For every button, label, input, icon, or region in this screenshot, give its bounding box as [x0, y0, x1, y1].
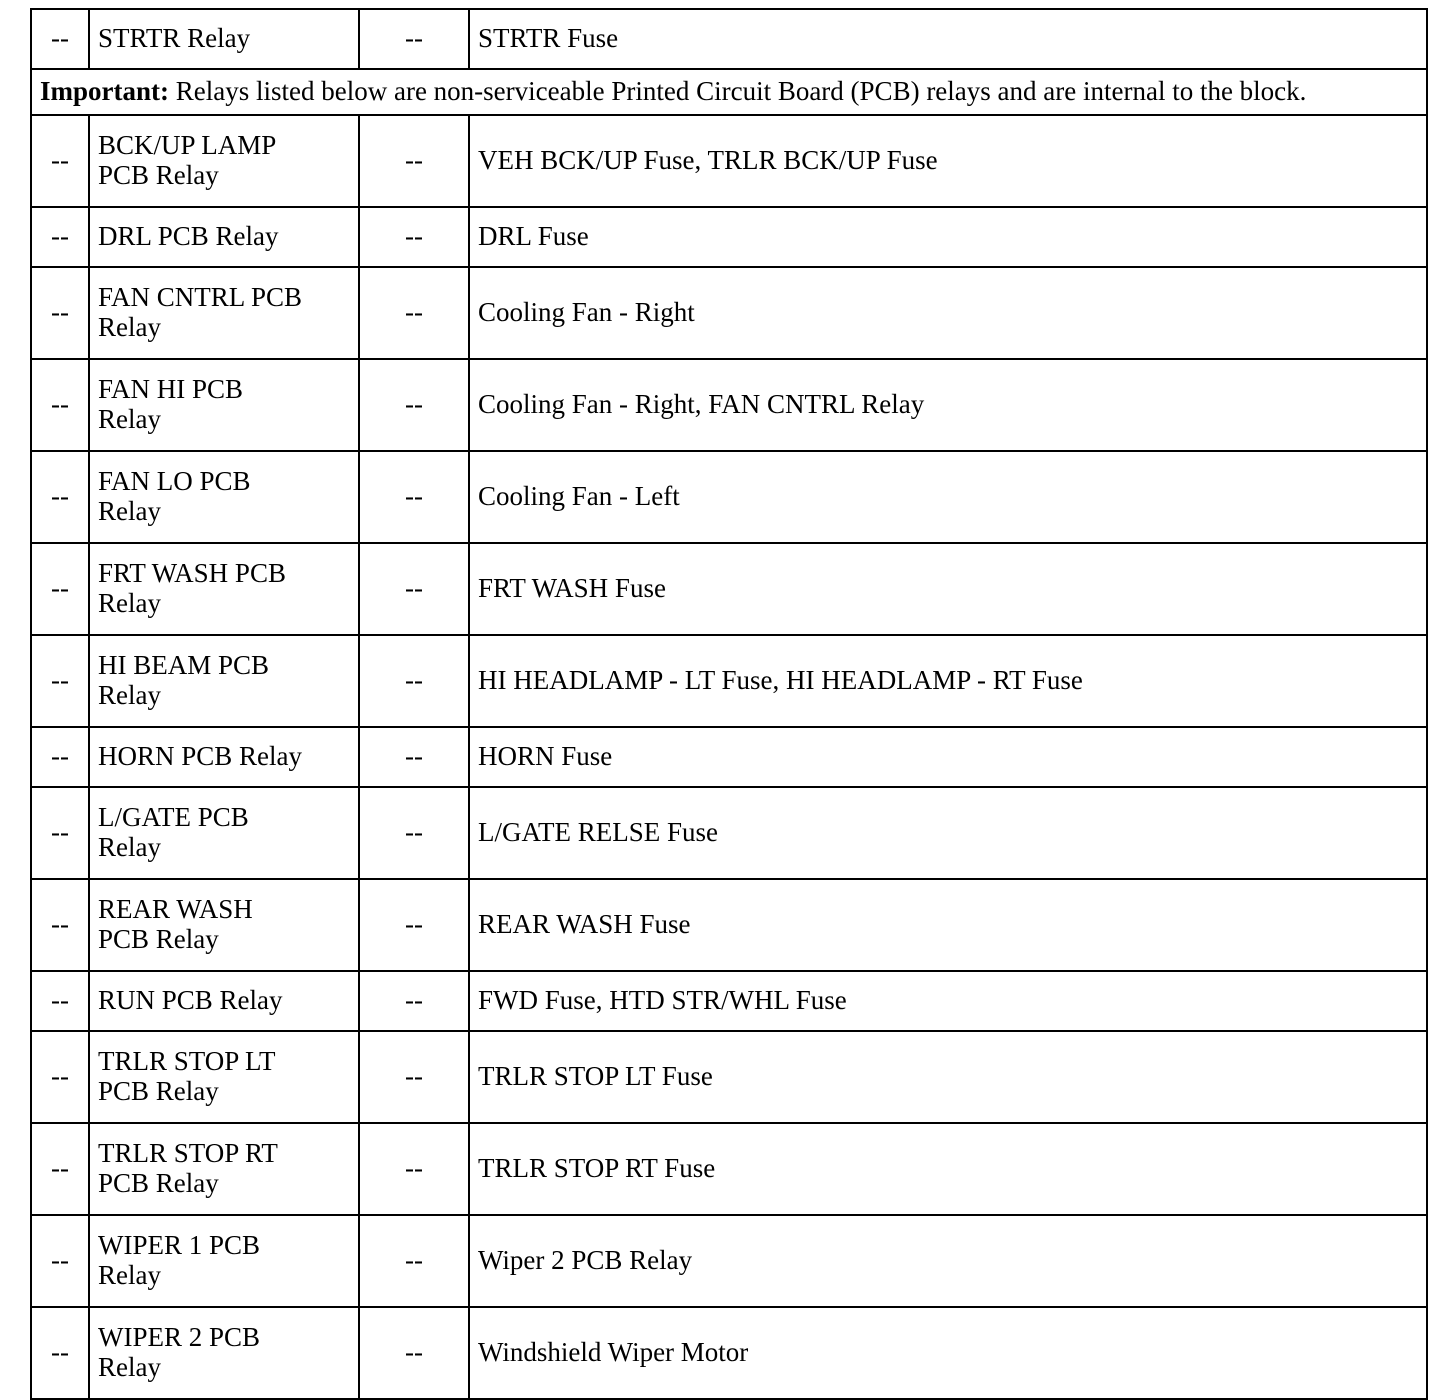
relay-fuse-table [30, 8, 1428, 1400]
table-row [31, 787, 1427, 879]
table-row [31, 727, 1427, 787]
relay-name-line2: Relay [98, 312, 161, 343]
relay-name-line1: WIPER 1 PCB [98, 1230, 261, 1260]
fuse-mark-cell: -- [359, 9, 469, 69]
relay-mark-cell: -- [31, 879, 89, 971]
fuse-name-cell: L/GATE RELSE Fuse [469, 787, 1427, 879]
relay-name-line2: Relay [98, 832, 161, 863]
relay-mark-cell: -- [31, 971, 89, 1031]
fuse-name-cell: HI HEADLAMP - LT Fuse, HI HEADLAMP - RT Fuse [469, 635, 1427, 727]
table-row [31, 207, 1427, 267]
relay-name-line1: FAN HI PCB [98, 374, 244, 404]
relay-mark-cell: -- [31, 727, 89, 787]
table-row [31, 1031, 1427, 1123]
relay-name-line1: L/GATE PCB [98, 802, 249, 832]
relay-mark-cell: -- [31, 543, 89, 635]
fuse-mark-cell: -- [359, 787, 469, 879]
table-row [31, 1215, 1427, 1307]
relay-name-cell: DRL PCB Relay [89, 207, 359, 267]
relay-name-line2: PCB Relay [98, 160, 219, 191]
relay-name-line2: PCB Relay [98, 1168, 219, 1199]
fuse-mark-cell: -- [359, 1215, 469, 1307]
fuse-name-cell: STRTR Fuse [469, 9, 1427, 69]
relay-mark-cell: -- [31, 267, 89, 359]
relay-mark-cell: -- [31, 115, 89, 207]
table-row [31, 115, 1427, 207]
relay-name-line2: Relay [98, 680, 161, 711]
relay-name-cell [89, 115, 359, 207]
fuse-mark-cell: -- [359, 1031, 469, 1123]
table-row [31, 267, 1427, 359]
relay-mark-cell: -- [31, 1031, 89, 1123]
relay-name-line1: TRLR STOP LT [98, 1046, 276, 1076]
fuse-mark-cell: -- [359, 879, 469, 971]
relay-name-cell: RUN PCB Relay [89, 971, 359, 1031]
fuse-mark-cell: -- [359, 451, 469, 543]
relay-name-cell [89, 787, 359, 879]
table-row [31, 543, 1427, 635]
table-row [31, 1123, 1427, 1215]
relay-name-line2: PCB Relay [98, 1076, 219, 1107]
relay-name-line1: TRLR STOP RT [98, 1138, 278, 1168]
table-row [31, 1307, 1427, 1399]
relay-name-line2: Relay [98, 404, 161, 435]
fuse-name-cell: TRLR STOP LT Fuse [469, 1031, 1427, 1123]
fuse-name-cell: Cooling Fan - Left [469, 451, 1427, 543]
important-text: Relays listed below are non-serviceable Printed Circuit Board (PCB) relays and are internal to the block. [175, 76, 1307, 106]
relay-name-line2: Relay [98, 496, 161, 527]
fuse-mark-cell: -- [359, 115, 469, 207]
fuse-name-cell: REAR WASH Fuse [469, 879, 1427, 971]
table-row [31, 9, 1427, 69]
relay-name-cell [89, 1307, 359, 1399]
relay-name-line1: FAN CNTRL PCB [98, 282, 303, 312]
fuse-mark-cell: -- [359, 1307, 469, 1399]
fuse-name-cell: FRT WASH Fuse [469, 543, 1427, 635]
fuse-mark-cell: -- [359, 1123, 469, 1215]
relay-name-line1: REAR WASH [98, 894, 253, 924]
fuse-mark-cell: -- [359, 359, 469, 451]
table-row [31, 635, 1427, 727]
relay-mark-cell: -- [31, 787, 89, 879]
relay-mark-cell: -- [31, 451, 89, 543]
fuse-mark-cell: -- [359, 267, 469, 359]
relay-mark-cell: -- [31, 1123, 89, 1215]
fuse-name-cell: Windshield Wiper Motor [469, 1307, 1427, 1399]
table-row [31, 971, 1427, 1031]
relay-name-cell [89, 635, 359, 727]
relay-name-line2: Relay [98, 588, 161, 619]
fuse-name-cell: DRL Fuse [469, 207, 1427, 267]
relay-name-line1: FRT WASH PCB [98, 558, 286, 588]
relay-name-cell [89, 1123, 359, 1215]
important-label: Important: [40, 76, 169, 106]
relay-name-cell [89, 879, 359, 971]
fuse-mark-cell: -- [359, 635, 469, 727]
fuse-mark-cell: -- [359, 207, 469, 267]
relay-name-line1: FAN LO PCB [98, 466, 251, 496]
relay-name-cell [89, 1031, 359, 1123]
fuse-name-cell: TRLR STOP RT Fuse [469, 1123, 1427, 1215]
fuse-name-cell: Cooling Fan - Right, FAN CNTRL Relay [469, 359, 1427, 451]
relay-name-cell: STRTR Relay [89, 9, 359, 69]
relay-name-line1: BCK/UP LAMP [98, 130, 277, 160]
relay-name-line2: Relay [98, 1260, 161, 1291]
relay-name-line1: HI BEAM PCB [98, 650, 270, 680]
important-note-cell [31, 69, 1427, 115]
relay-name-cell: HORN PCB Relay [89, 727, 359, 787]
table-row [31, 451, 1427, 543]
fuse-name-cell: Wiper 2 PCB Relay [469, 1215, 1427, 1307]
relay-name-cell [89, 267, 359, 359]
relay-name-cell [89, 451, 359, 543]
relay-name-cell [89, 359, 359, 451]
fuse-mark-cell: -- [359, 971, 469, 1031]
relay-mark-cell: -- [31, 1307, 89, 1399]
fuse-mark-cell: -- [359, 727, 469, 787]
fuse-name-cell: Cooling Fan - Right [469, 267, 1427, 359]
fuse-mark-cell: -- [359, 543, 469, 635]
important-note-row [31, 69, 1427, 115]
relay-mark-cell: -- [31, 207, 89, 267]
relay-mark-cell: -- [31, 635, 89, 727]
relay-name-cell [89, 543, 359, 635]
table-row [31, 359, 1427, 451]
relay-mark-cell: -- [31, 359, 89, 451]
relay-mark-cell: -- [31, 1215, 89, 1307]
relay-name-line1: WIPER 2 PCB [98, 1322, 261, 1352]
relay-mark-cell: -- [31, 9, 89, 69]
relay-name-cell [89, 1215, 359, 1307]
relay-name-line2: PCB Relay [98, 924, 219, 955]
relay-name-line2: Relay [98, 1352, 161, 1383]
fuse-name-cell: HORN Fuse [469, 727, 1427, 787]
fuse-name-cell: FWD Fuse, HTD STR/WHL Fuse [469, 971, 1427, 1031]
fuse-name-cell: VEH BCK/UP Fuse, TRLR BCK/UP Fuse [469, 115, 1427, 207]
table-row [31, 879, 1427, 971]
